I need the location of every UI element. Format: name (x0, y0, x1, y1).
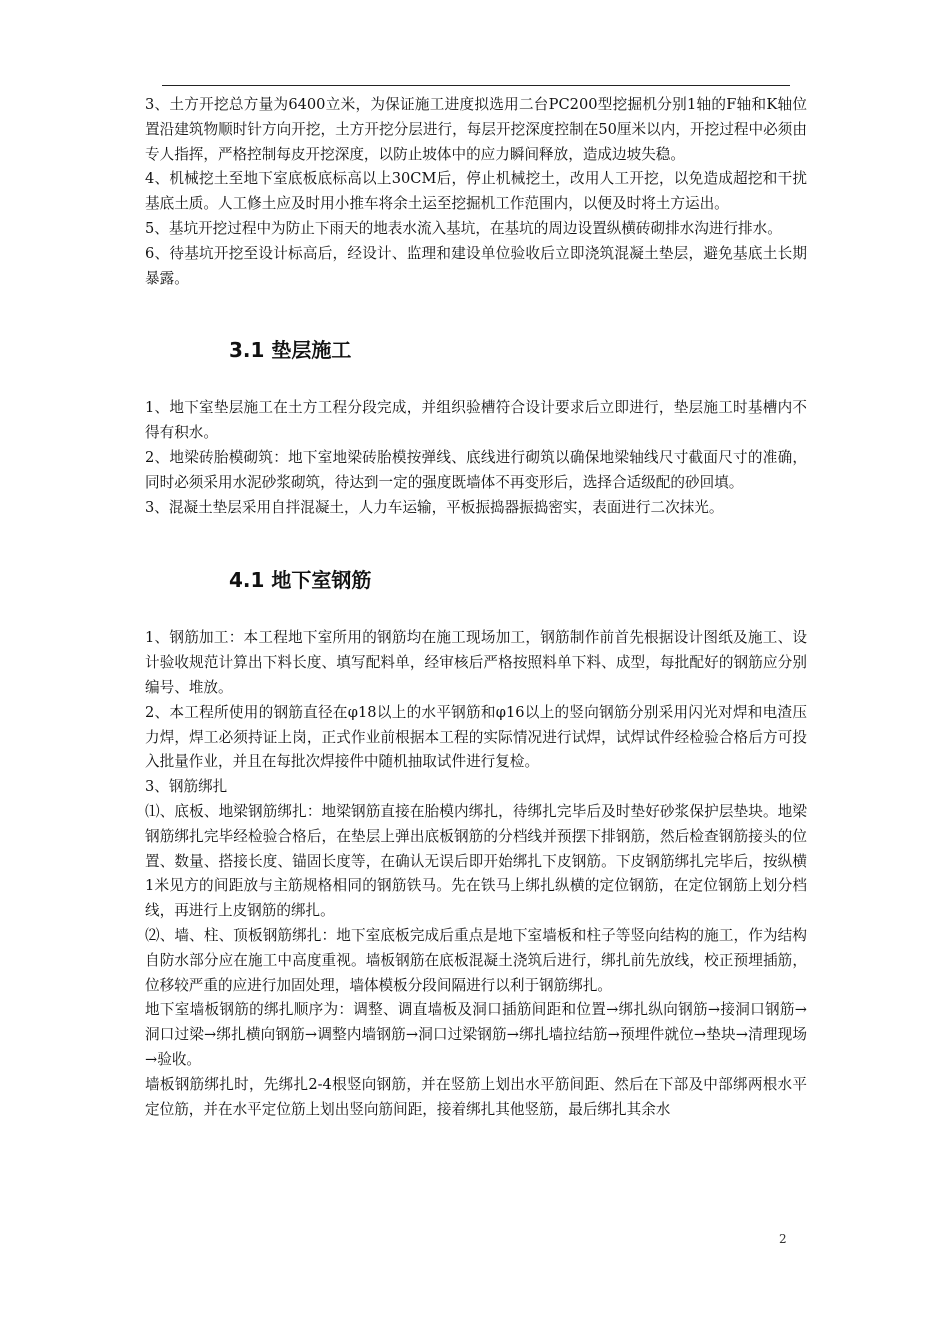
paragraph: 2、本工程所使用的钢筋直径在φ18以上的水平钢筋和φ16以上的竖向钢筋分别采用闪光对焊和电渣压力焊，焊工必须持证上岗，正式作业前根据本工程的实际情况进行试焊，试焊试件经检验合格后方可投入批量作业，并且在每批次焊接件中随机抽取试件进行复检。 (145, 703, 807, 771)
section-heading-rebar: 4.1 地下室钢筋 (229, 568, 372, 593)
paragraph: 4、机械挖土至地下室底板底标高以上30CM后，停止机械挖土，改用人工开挖，以免造成超挖和干扰基底土质。人工修土应及时用小推车将余土运至挖掘机工作范围内，以便及时将土方运出。 (145, 170, 807, 213)
paragraph: 2、地梁砖胎模砌筑：地下室地梁砖胎模按弹线、底线进行砌筑以确保地梁轴线尺寸截面尺寸的准确，同时必须采用水泥砂浆砌筑，待达到一定的强度既墙体不再变形后，选择合适级配的砂回填。 (145, 448, 807, 491)
page-number: 2 (779, 1232, 787, 1246)
header-rule (162, 85, 790, 86)
paragraph: ⑵、墙、柱、顶板钢筋绑扎：地下室底板完成后重点是地下室墙板和柱子等竖向结构的施工，作为结构自防水部分应在施工中高度重视。墙板钢筋在底板混凝土浇筑后进行，绑扎前先放线，校正预埋插筋，位移较严重的应进行加固处理，墙体模板分段间隔进行以利于钢筋绑扎。 (145, 926, 807, 994)
paragraph: 地下室墙板钢筋的绑扎顺序为：调整、调直墙板及洞口插筋间距和位置→绑扎纵向钢筋→接洞口钢筋→洞口过梁→绑扎横向钢筋→调整内墙钢筋→洞口过梁钢筋→绑扎墙拉结筋→预埋件就位→垫块→清理现场→验收。 (145, 1001, 807, 1068)
paragraph: 3、混凝土垫层采用自拌混凝土，人力车运输，平板振捣器振捣密实，表面进行二次抹光。 (145, 498, 724, 516)
paragraph: 墙板钢筋绑扎时，先绑扎2-4根竖向钢筋，并在竖筋上划出水平筋间距、然后在下部及中部绑两根水平定位筋，并在水平定位筋上划出竖向筋间距，接着绑扎其他竖筋，最后绑扎其余水 (145, 1075, 807, 1118)
paragraph: 6、待基坑开挖至设计标高后，经设计、监理和建设单位验收后立即浇筑混凝土垫层，避免基底土长期暴露。 (145, 244, 807, 287)
paragraph: 1、地下室垫层施工在土方工程分段完成，并组织验槽符合设计要求后立即进行，垫层施工时基槽内不得有积水。 (145, 399, 807, 442)
paragraph: 5、基坑开挖过程中为防止下雨天的地表水流入基坑，在基坑的周边设置纵横砖砌排水沟进行排水。 (145, 219, 782, 237)
paragraph: 1、钢筋加工：本工程地下室所用的钢筋均在施工现场加工，钢筋制作前首先根据设计图纸及施工、设计验收规范计算出下料长度、填写配料单，经审核后严格按照料单下料、成型，每批配好的钢筋应分别编号、堆放。 (145, 629, 807, 696)
document-body (145, 93, 807, 1122)
section-heading-cushion: 3.1 垫层施工 (229, 338, 352, 363)
paragraph: 3、土方开挖总方量为6400立米，为保证施工进度拟选用二台PC200型挖掘机分别1轴的F轴和K轴位置沿建筑物顺时针方向开挖，土方开挖分层进行，每层开挖深度控制在50厘米以内，开挖过程中必须由专人指挥，严格控制每皮开挖深度，以防止坡体中的应力瞬间释放，造成边坡失稳。 (145, 96, 807, 163)
paragraph: 3、钢筋绑扎 (145, 778, 228, 796)
paragraph: ⑴、底板、地梁钢筋绑扎：地梁钢筋直接在胎模内绑扎，待绑扎完毕后及时垫好砂浆保护层垫块。地梁钢筋绑扎完毕经检验合格后，在垫层上弹出底板钢筋的分档线并预摆下排钢筋，然后检查钢筋接头的位置、数量、搭接长度、锚固长度等，在确认无误后即开始绑扎下皮钢筋。下皮钢筋绑扎完毕后，按纵横1米见方的间距放与主筋规格相同的钢筋铁马。先在铁马上绑扎纵横的定位钢筋，在定位钢筋上划分档线，再进行上皮钢筋的绑扎。 (145, 802, 807, 920)
